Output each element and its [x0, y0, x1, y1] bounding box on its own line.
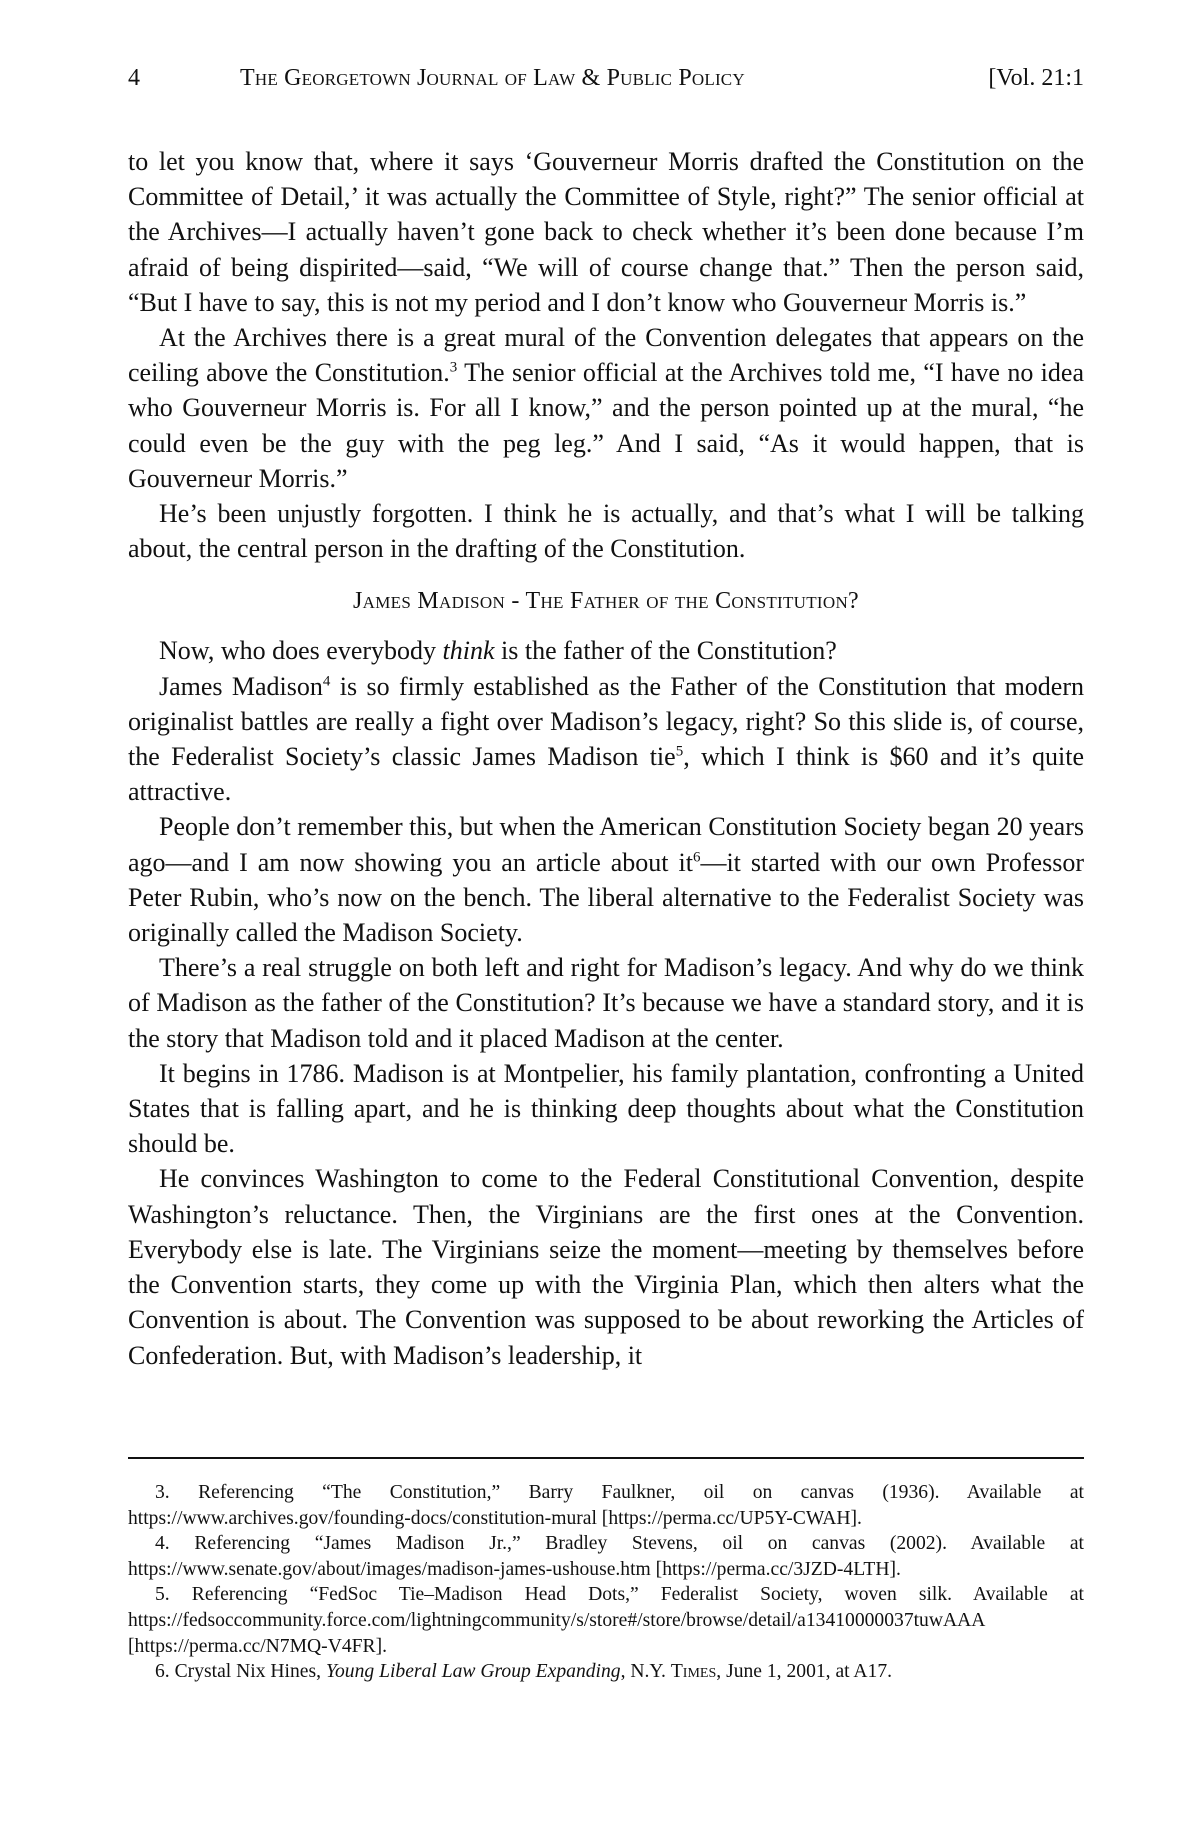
paragraph: At the Archives there is a great mural of the Convention delegates that appears on the ceiling above the Constitution.$^3$ The senior official at the Archives told me, “I have no idea who Gouverneur Morris is. For all I know,” and the person pointed up at the mural, “he could even be the guy with the peg leg.” And I said, “As it would happen, that is Gouverneur Morris.”: [128, 323, 1084, 493]
journal-title: The Georgetown Journal of Law & Public Policy: [240, 65, 745, 91]
footnote-5: 5. Referencing “FedSoc Tie–Madison Head Dots,” Federalist Society, woven silk. Available at https://fedsoccommunity.force.com/lightningcommunity/s/store#/store/browse/detail/a13410000037tuwAAA [https://perma.cc/N7MQ-V4FR].: [128, 1584, 1084, 1657]
footnote-3: 3. Referencing “The Constitution,” Barry Faulkner, oil on canvas (1936). Available at https://www.archives.gov/founding-docs/constitution-mural [https://perma.cc/UP5Y-CWAH].: [128, 1482, 1084, 1529]
paragraph: James Madison$^4$ is so firmly established as the Father of the Constitution that modern originalist battles are really a fight over Madison’s legacy, right? So this slide is, of course, the Federalist Society’s classic James Madison tie$^5$, which I think is $60 and it’s quite attractive.: [128, 671, 1084, 807]
footnotes: [128, 1480, 1084, 1685]
body-text: [128, 144, 1084, 1373]
page-number: 4: [128, 65, 140, 91]
paragraph-continued: to let you know that, where it says ‘Gouverneur Morris drafted the Constitution on the Committee of Detail,’ it was actually the Committee of Style, right?” The senior official at the Archives—I actually haven’t gone back to check whether it’s been done because I’m afraid of being dispirited—said, “We will of course change that.” Then the person said, “But I have to say, this is not my period and I don’t know who Gouverneur Morris is.”: [128, 147, 1084, 317]
volume-issue: [Vol. 21:1: [988, 65, 1084, 91]
section-heading: James Madison - The Father of the Constitution?: [353, 588, 859, 615]
footnote-ref-4[interactable]: 4: [322, 672, 331, 689]
paragraph: Now, who does everybody think is the father of the Constitution?: [159, 636, 837, 666]
paragraph: He convinces Washington to come to the Federal Constitutional Convention, despite Washington’s reluctance. Then, the Virginians are the first ones at the Convention. Everybody else is late. The Virginians seize the moment—meeting by themselves before the Convention starts, they come up with the Virginia Plan, which then alters what the Convention is about. The Convention was supposed to be about reworking the Articles of Confederation. But, with Madison’s leadership, it: [128, 1164, 1084, 1370]
footnote-ref-5[interactable]: 5: [675, 743, 684, 760]
footnote-divider: [128, 1457, 1084, 1459]
running-header: [128, 60, 1084, 96]
paragraph: There’s a real struggle on both left and right for Madison’s legacy. And why do we think of Madison as the father of the Constitution? It’s because we have a standard story, and it is the story that Madison told and it placed Madison at the center.: [128, 953, 1084, 1053]
paragraph: People don’t remember this, but when the American Constitution Society began 20 years ago—and I am now showing you an article about $it^6—it$ started with our own Professor Peter Rubin, who’s now on the bench. The liberal alternative to the Federalist Society was originally called the Madison Society.: [128, 812, 1084, 948]
footnote-4: 4. Referencing “James Madison Jr.,” Bradley Stevens, oil on canvas (2002). Available at https://www.senate.gov/about/images/madison-james-ushouse.htm [https://perma.cc/3JZD-4LTH].: [128, 1533, 1084, 1580]
paragraph: It begins in 1786. Madison is at Montpelier, his family plantation, confronting a United States that is falling apart, and he is thinking deep thoughts about what the Constitution should be.: [128, 1058, 1084, 1159]
footnote-ref-3[interactable]: 3: [449, 359, 458, 376]
paragraph: He’s been unjustly forgotten. I think he is actually, and that’s what I will be talking about, the central person in the drafting of the Constitution.: [128, 499, 1084, 564]
footnote-6: 6. Crystal Nix Hines, Young Liberal Law Group Expanding, N.Y. Times, June 1, 2001, at A17.: [155, 1661, 893, 1683]
footnote-ref-6[interactable]: 6: [692, 849, 701, 865]
